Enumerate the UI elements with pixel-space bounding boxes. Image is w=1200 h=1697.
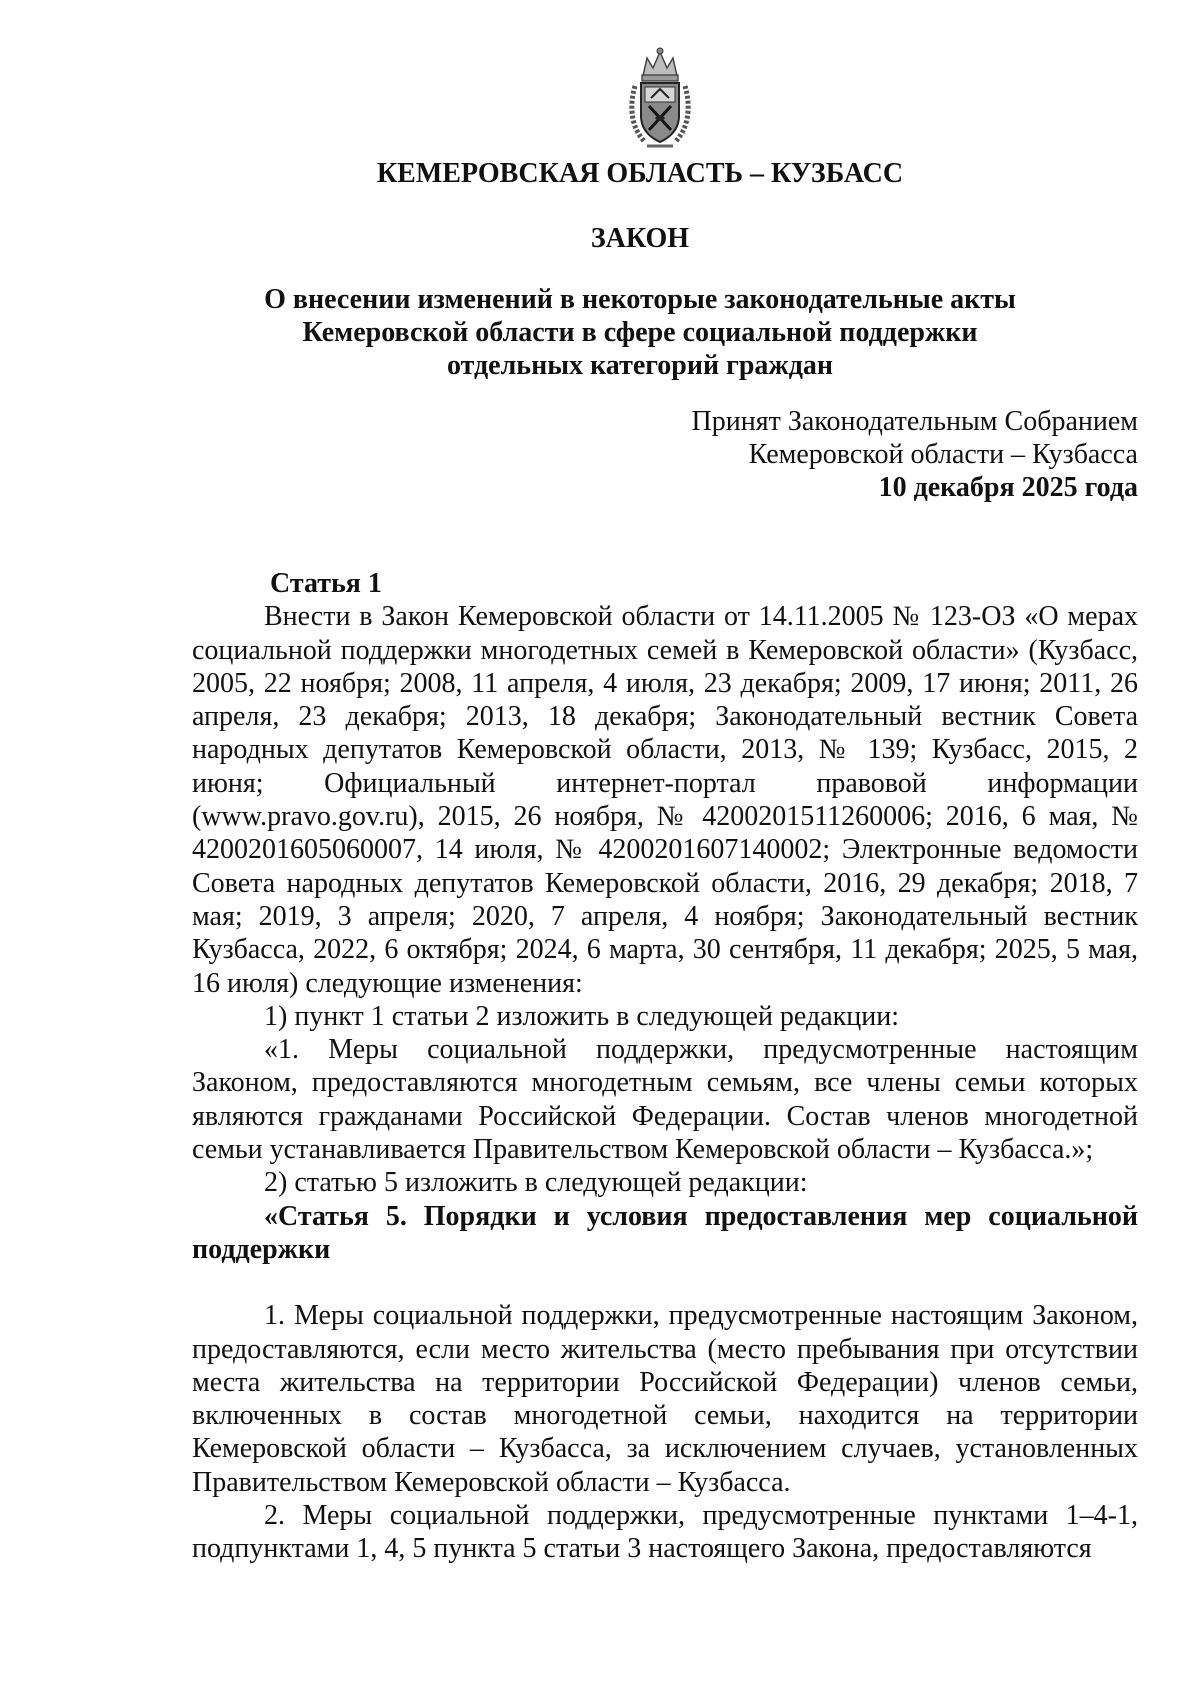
title-line: О внесении изменений в некоторые законодательные акты bbox=[264, 284, 1016, 315]
paragraph: 2. Меры социальной поддержки, предусмотренные пунктами 1–4-1, подпунктами 1, 4, 5 пункта 5 статьи 3 настоящего Закона, предоставляются bbox=[192, 1500, 1138, 1565]
adoption-block bbox=[438, 405, 1138, 504]
adoption-line: Кемеровской области – Кузбасса bbox=[748, 439, 1138, 470]
adoption-date: 10 декабря 2025 года bbox=[878, 472, 1138, 503]
title-line: отдельных категорий граждан bbox=[446, 350, 834, 381]
coat-of-arms-emblem bbox=[629, 46, 691, 150]
document-title bbox=[190, 283, 1090, 382]
document-type: ЗАКОН bbox=[590, 223, 690, 254]
paragraph: Внести в Закон Кемеровской области от 14.11.2005 № 123-ОЗ «О мерах социальной поддержки многодетных семей в Кемеровской области» (Кузбасс, 2005, 22 ноября; 2008, 11 апреля, 4 июля, 23 декабря; 2009, 17 июня; 2011, 26 апреля, 23 декабря; 2013, 18 декабря; Законодательный вестник Совета народных депутатов Кемеровской области, 2013, № 139; Кузбасс, 2015, 2 июня; Официальный интернет-портал правовой информации (www.pravo.gov.ru), 2015, 26 ноября, № 4200201511260006; 2016, 6 мая, № 4200201605060007, 14 июля, № 4200201607140002; Электронные ведомости Совета народных депутатов Кемеровской области, 2016, 29 декабря; 2018, 7 мая; 2019, 3 апреля; 2020, 7 апреля, 4 ноября; Законодательный вестник Кузбасса, 2022, 6 октября; 2024, 6 марта, 30 сентября, 11 декабря; 2025, 5 мая, 16 июля) следующие изменения: bbox=[192, 601, 1138, 999]
paragraph: 2) статью 5 изложить в следующей редакции: bbox=[264, 1167, 808, 1199]
region-name: КЕМЕРОВСКАЯ ОБЛАСТЬ – КУЗБАСС bbox=[376, 158, 904, 189]
title-line: Кемеровской области в сфере социальной поддержки bbox=[302, 317, 978, 348]
document-body bbox=[192, 567, 1138, 1566]
adoption-line: Принят Законодательным Собранием bbox=[691, 406, 1138, 437]
article-heading: Статья 1 bbox=[270, 568, 382, 599]
coat-of-arms-icon bbox=[629, 46, 691, 150]
paragraph: 1) пункт 1 статьи 2 изложить в следующей редакции: bbox=[264, 1000, 900, 1032]
paragraph: 1. Меры социальной поддержки, предусмотренные настоящим Законом, предоставляются, если место жительства (место пребывания при отсутствии места жительства на территории Российской Федерации) членов семьи, включенных в состав многодетной семьи, находится на территории Кемеровской области – Кузбасса, за исключением случаев, установленных Правительством Кемеровской области – Кузбасса. bbox=[192, 1300, 1138, 1498]
paragraph: «1. Меры социальной поддержки, предусмотренные настоящим Законом, предоставляются многодетным семьям, все члены семьи которых являются гражданами Российской Федерации. Состав членов многодетной семьи устанавливается Правительством Кемеровской области – Кузбасса.»; bbox=[192, 1034, 1138, 1166]
sub-article-heading: «Статья 5. Порядки и условия предоставления мер социальной поддержки bbox=[192, 1200, 1138, 1265]
